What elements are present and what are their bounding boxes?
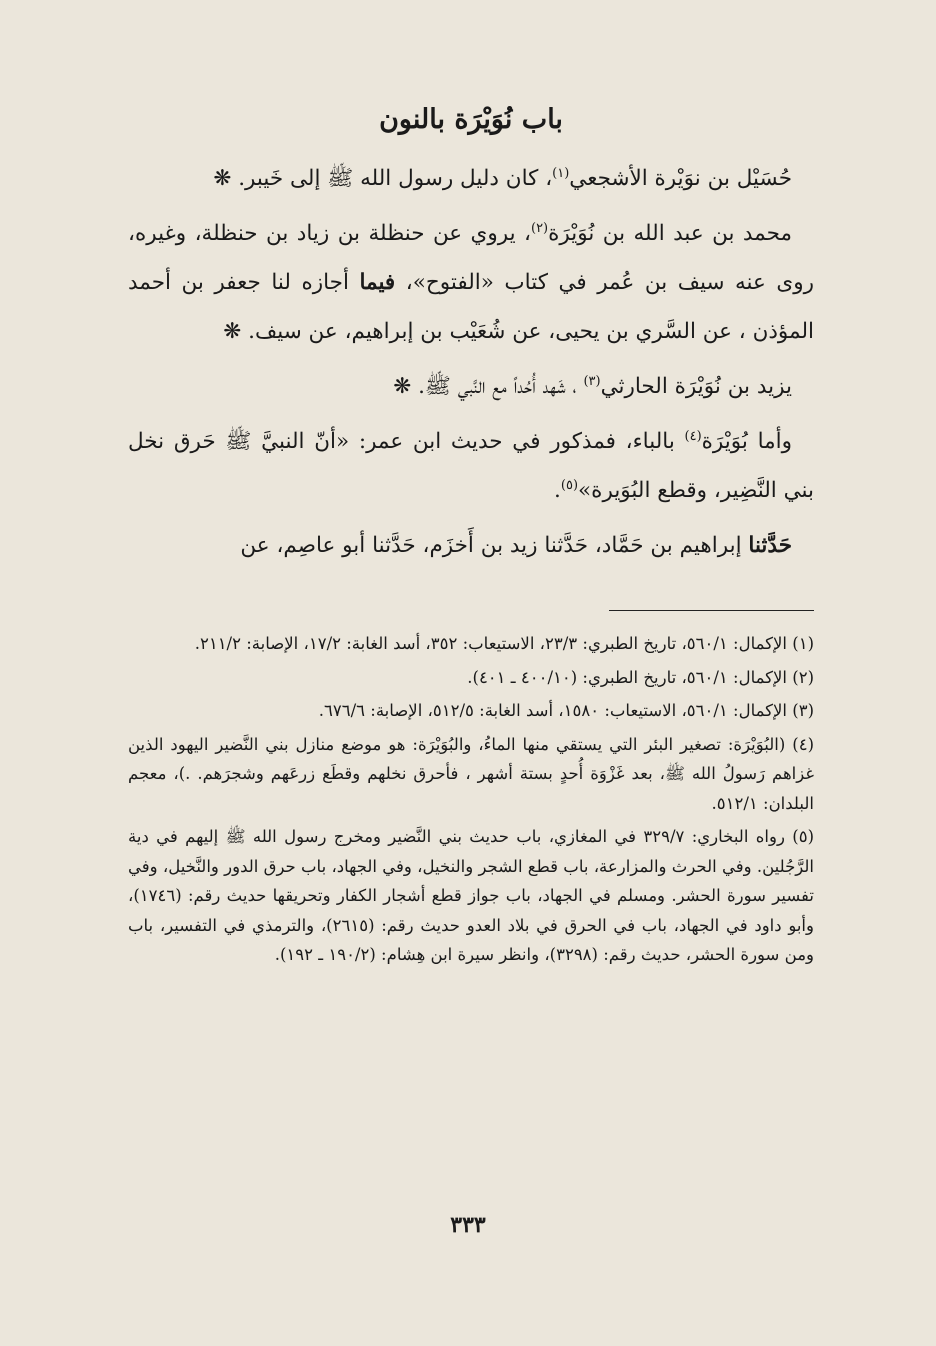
footnote-divider [609,610,814,611]
footnote-3: (٣) الإكمال: ٥٦٠/١، الاستيعاب: ١٥٨٠، أسد الغابة: ٥١٢/٥، الإصابة: ٦٧٦/٦. [318,701,814,720]
text-run: حُسَيْل بن نوَيْرة الأشجعي [569,166,792,191]
bold-text: فيما [359,270,396,295]
text-run: بالباء، فمذكور في حديث ابن عمر: «أنّ النبيَّ ﷺ حَرق نخل بني النَّضِير، وقطع البُوَيرة» [128,429,814,503]
text-run: أجازه لنا جعفر بن أحمد المؤذن ، عن السَّري بن يحيى، عن شُعَيْب بن إبراهيم، عن سيف. ❋ [128,270,814,344]
footnote-marker: (٥) [560,477,579,493]
entry-husayl [128,154,814,203]
chapter-heading: باب نُوَيْرَة بالنون [379,104,563,135]
text-run: ، شَهد أُحُداً مع النَّبي ﷺ. ❋ [393,374,584,399]
text-run: محمد بن عبد الله بن نُوَيْرَة [548,221,792,246]
text-run: ، كان دليل رسول الله ﷺ إلى خَيبر. ❋ [213,166,553,191]
isnad-paragraph [128,521,814,570]
footnote-5: (٥) رواه البخاري: ٣٢٩/٧ في المغازي، باب حديث بني النَّضير ومخرج رسول الله ﷺ إليهم في دية الرَّجُلين. وفي الحرث والمزارعة، باب قطع الشجر والنخيل، وفي الجهاد، باب حرق الدور والنَّخيل، وفي تفسير سورة الحشر. ومسلم في الجهاد، باب جواز قطع أشجار الكفار وتحريقها حديث رقم: (١٧٤٦)، وأبو داود في الجهاد، باب في الحرق في بلاد العدو حديث رقم: (٢٦١٥)، والترمذي في التفسير، باب ومن سورة الحشر، حديث رقم: (٣٢٩٨)، وانظر سيرة ابن هِشام: (١٩٠/٢ ـ ١٩٢). [128,827,814,964]
footnotes [128,629,814,970]
entry-buwayra [128,417,814,515]
footnote-marker: (٣) [583,373,601,389]
text-run: ، يروي عن حنظلة بن زياد بن حنظلة، وغيره، روى عنه سيف بن عُمر في كتاب «الفتوح»، [128,221,814,295]
text-run: إبراهيم بن حَمَّاد، حَدَّثنا زيد بن أَخزَم، حَدَّثنا أبو عاصِم، عن [240,533,749,558]
footnote-marker: (١) [552,165,570,181]
footnote-4: (٤) (البُوَيْرَة: تصغير البئر التي يستقي منها الماءُ، والبُوَيْرَة: هو موضع منازل بني النَّضير اليهود الذين غزاهم رَسولُ الله ﷺ، بعد غَزْوَة أُحدٍ بستة أشهر ، فأحرق نخلهم وقطَع زرعَهم وشجرَهم. .)، معجم البلدان: ٥١٢/١. [128,734,814,813]
entry-muhammad [128,209,814,356]
page-content [128,96,814,974]
footnote-marker: (٤) [684,428,702,444]
text-run: وأما بُوَيْرَة [701,429,792,454]
entry-yazid [128,362,814,411]
page-number: ٣٣٣ [450,1212,486,1238]
text-run: . [554,478,561,503]
main-text [128,154,814,570]
footnote-2: (٢) الإكمال: ٥٦٠/١، تاريخ الطبري: (٤٠٠/١٠ ـ ٤٠١). [467,667,814,687]
bold-text: حَدَّثنا [748,533,792,558]
footnote-1: (١) الإكمال: ٥٦٠/١، تاريخ الطبري: ٢٣/٣، الاستيعاب: ٣٥٢، أسد الغابة: ١٧/٢، الإصابة: ٢١١/٢. [194,634,814,653]
text-run: يزيد بن نُوَيْرَة الحارثي [600,374,792,399]
footnote-marker: (٢) [530,220,549,236]
